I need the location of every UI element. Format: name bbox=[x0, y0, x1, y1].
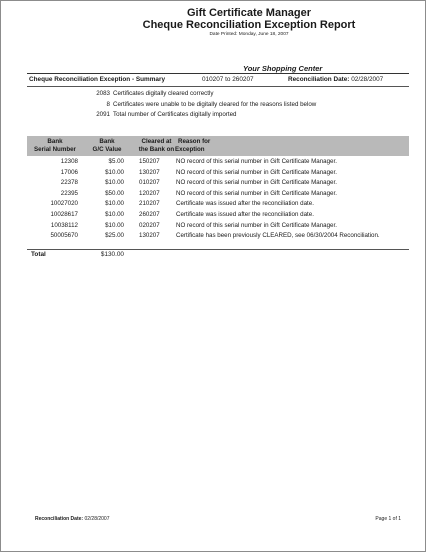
cell-cleared: 120207 bbox=[139, 189, 160, 197]
cell-cleared: 130207 bbox=[139, 168, 160, 176]
stat-text: Certificates digitally cleared correctly bbox=[113, 90, 214, 97]
footer-reconciliation bbox=[35, 516, 110, 522]
summary-row bbox=[29, 76, 409, 85]
exceptions-table-header bbox=[27, 136, 409, 156]
cell-serial: 17006 bbox=[60, 168, 78, 176]
cell-value: $10.00 bbox=[105, 179, 124, 187]
cell-reason: NO record of this serial number in Gift Certificate Manager. bbox=[176, 221, 337, 229]
cell-cleared: 020207 bbox=[139, 221, 160, 229]
total-divider bbox=[27, 249, 409, 250]
report-footer bbox=[35, 516, 401, 522]
col-header-serial bbox=[29, 138, 81, 154]
cell-cleared: 260207 bbox=[139, 210, 160, 218]
col-header-value-line1: Bank bbox=[99, 138, 115, 145]
date-printed: Date Printed: Monday, June 18, 2007 bbox=[209, 32, 289, 37]
table-row bbox=[27, 221, 409, 232]
summary-label: Cheque Reconciliation Exception - Summary bbox=[29, 76, 166, 83]
cell-serial: 12308 bbox=[60, 158, 78, 165]
cell-reason: Certificate has been previously CLEARED, see 06/30/2004 Reconciliation. bbox=[176, 232, 380, 240]
stat-line bbox=[81, 100, 316, 111]
cell-serial: 22395 bbox=[60, 189, 78, 197]
cell-serial: 10028617 bbox=[50, 210, 78, 218]
table-row bbox=[27, 231, 409, 249]
table-row bbox=[27, 189, 409, 200]
cell-reason: NO record of this serial number in Gift Certificate Manager. bbox=[176, 168, 337, 176]
stat-line bbox=[81, 89, 316, 100]
page-number: Page 1 of 1 bbox=[375, 516, 401, 522]
cell-value: $10.00 bbox=[105, 221, 124, 229]
cell-serial: 10027020 bbox=[50, 200, 78, 208]
col-header-cleared-line2: the Bank on bbox=[138, 146, 175, 153]
report-subtitle: Cheque Reconciliation Exception Report bbox=[142, 19, 356, 31]
col-header-serial-line1: Bank bbox=[47, 138, 63, 145]
cell-value: $25.00 bbox=[105, 232, 124, 240]
stat-text: Total number of Certificates digitally imported bbox=[113, 111, 237, 118]
col-header-value-line2: G/C Value bbox=[92, 146, 122, 153]
summary-reconciliation bbox=[288, 76, 383, 83]
cell-serial: 22378 bbox=[60, 179, 78, 187]
report-title: Gift Certificate Manager bbox=[186, 7, 312, 19]
table-row bbox=[27, 157, 409, 168]
cell-reason: NO record of this serial number in Gift Certificate Manager. bbox=[176, 158, 337, 165]
total-value: $130.00 bbox=[100, 251, 124, 258]
table-row bbox=[27, 168, 409, 179]
cell-reason: NO record of this serial number in Gift Certificate Manager. bbox=[176, 189, 337, 197]
summary-stats bbox=[81, 89, 316, 121]
stat-count: 2083 bbox=[96, 90, 110, 97]
summary-date-range bbox=[202, 76, 254, 83]
col-header-value bbox=[87, 138, 127, 154]
header-divider bbox=[27, 73, 409, 74]
shopping-center-name: Your Shopping Center bbox=[243, 64, 323, 73]
stat-count: 8 bbox=[106, 100, 110, 108]
cell-reason: Certificate was issued after the reconciliation date. bbox=[176, 200, 314, 208]
cell-value: $10.00 bbox=[105, 200, 124, 208]
cell-cleared: 130207 bbox=[139, 232, 160, 240]
cell-value: $5.00 bbox=[108, 158, 124, 165]
cell-value: $10.00 bbox=[105, 210, 124, 218]
report-header bbox=[139, 7, 359, 39]
cell-value: $10.00 bbox=[105, 168, 124, 176]
col-header-reason-line1: Reason for bbox=[178, 138, 211, 145]
col-header-cleared-line1: Cleared at bbox=[141, 138, 172, 145]
cell-reason: Certificate was issued after the reconciliation date. bbox=[176, 210, 314, 218]
col-header-serial-line2: Serial Number bbox=[34, 146, 76, 153]
range-from: 010207 bbox=[202, 76, 224, 83]
cell-cleared: 150207 bbox=[139, 158, 160, 165]
col-header-cleared bbox=[134, 138, 179, 154]
cell-serial: 50005670 bbox=[50, 232, 78, 240]
summary-divider bbox=[27, 86, 409, 87]
total-label: Total bbox=[31, 251, 46, 258]
table-row bbox=[27, 178, 409, 189]
cell-cleared: 210207 bbox=[139, 200, 160, 208]
range-to-word: to bbox=[225, 76, 231, 83]
footer-reconciliation-date: 02/28/2007 bbox=[84, 516, 110, 522]
exceptions-table-body bbox=[27, 157, 409, 249]
table-row bbox=[27, 210, 409, 221]
cell-serial: 10038112 bbox=[50, 221, 78, 229]
col-header-reason-line2: Exception bbox=[175, 146, 205, 153]
cell-value: $50.00 bbox=[105, 189, 124, 197]
table-row bbox=[27, 199, 409, 210]
reconciliation-date-value: 02/28/2007 bbox=[351, 76, 384, 83]
footer-reconciliation-label: Reconciliation Date: bbox=[35, 516, 84, 522]
stat-text: Certificates were unable to be digitally cleared for the reasons listed below bbox=[113, 100, 317, 108]
stat-line bbox=[81, 110, 316, 121]
stat-count: 2091 bbox=[96, 111, 110, 118]
col-header-reason bbox=[175, 138, 210, 154]
reconciliation-date-label: Reconciliation Date: bbox=[288, 76, 350, 83]
cell-cleared: 010207 bbox=[139, 179, 160, 187]
range-to: 260207 bbox=[232, 76, 254, 83]
cell-reason: NO record of this serial number in Gift Certificate Manager. bbox=[176, 179, 337, 187]
